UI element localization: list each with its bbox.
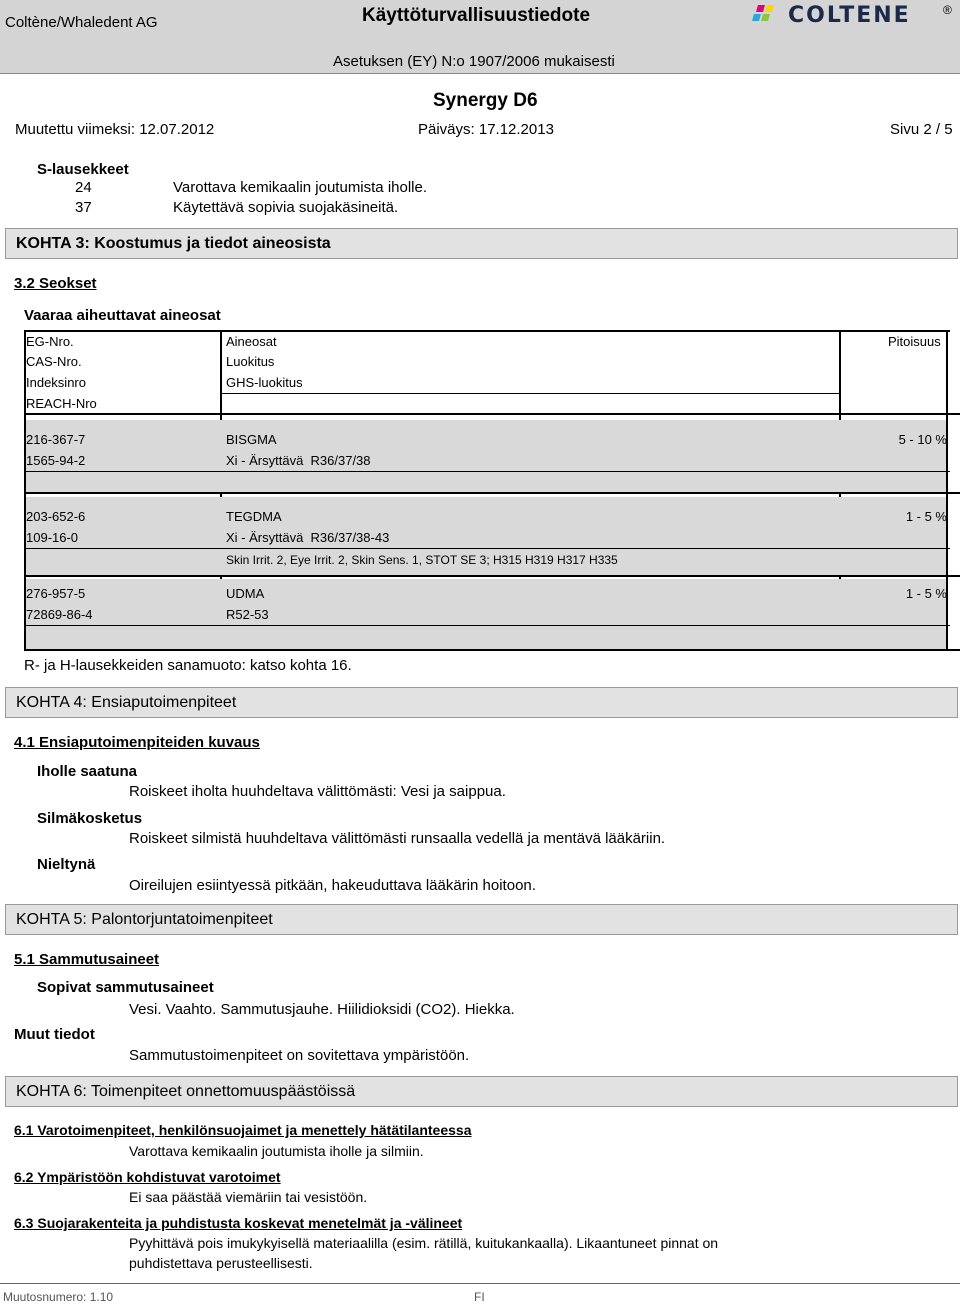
row-band: [26, 420, 946, 492]
other-info-label: Muut tiedot: [14, 1026, 95, 1043]
s-phrase-code: 24: [75, 179, 92, 196]
first-aid-label: Iholle saatuna: [37, 763, 138, 780]
other-info-text: Sammutustoimenpiteet on sovitettava ympäristöön.: [129, 1047, 470, 1064]
cell-cas-number: 109-16-0: [26, 530, 79, 545]
cell-cas-number: 1565-94-2: [26, 453, 86, 468]
revised-date: Muutettu viimeksi: 12.07.2012: [15, 121, 215, 138]
subsection-6-2-title: 6.2 Ympäristöön kohdistuvat varotoimet: [14, 1169, 281, 1185]
print-date: Päiväys: 17.12.2013: [418, 121, 554, 138]
section-4-band: [5, 687, 958, 718]
s-phrases-title: S-lausekkeet: [37, 161, 129, 178]
col-header-ghs: GHS-luokitus: [226, 375, 303, 390]
table-rule: [220, 393, 840, 394]
col-header-index: Indeksinro: [26, 375, 86, 390]
s-phrase-text: Käytettävä sopivia suojakäsineitä.: [173, 199, 399, 216]
first-aid-label: Nieltynä: [37, 856, 96, 873]
cell-cas-number: 72869-86-4: [26, 607, 93, 622]
col-header-classification: Luokitus: [226, 354, 275, 369]
language-code: FI: [474, 1290, 485, 1304]
first-aid-text: Roiskeet silmistä huuhdeltava välittömästi runsaalla vedellä ja mentävä lääkäriin.: [129, 830, 666, 847]
cell-concentration: 1 - 5 %: [905, 509, 947, 524]
col-header-reach: REACH-Nro: [26, 396, 97, 411]
subsection-6-2-text: Ei saa päästää viemäriin tai vesistöön.: [129, 1189, 368, 1205]
table-top-border: [24, 330, 950, 332]
first-aid-label: Silmäkosketus: [37, 810, 143, 827]
cell-ghs-classification: Skin Irrit. 2, Eye Irrit. 2, Skin Sens. 1, STOT SE 3; H315 H319 H317 H335: [226, 553, 618, 567]
document-title: Käyttöturvallisuustiedote: [362, 5, 591, 26]
cell-substance: BISGMA: [226, 432, 277, 447]
cell-classification: Xi - Ärsyttävä R36/37/38: [226, 453, 371, 468]
cell-substance: UDMA: [226, 586, 265, 601]
table-bottom-border: [24, 649, 960, 651]
cell-substance: TEGDMA: [226, 509, 282, 524]
section-5-band: [5, 904, 958, 935]
table-header-bottom: [24, 413, 960, 415]
table-row-separator: [24, 492, 960, 494]
subsection-5-1-title: 5.1 Sammutusaineet: [14, 951, 160, 968]
subsection-4-1-title: 4.1 Ensiaputoimenpiteiden kuvaus: [14, 734, 260, 751]
col-header-concentration: Pitoisuus: [888, 334, 941, 349]
col-header-cas: CAS-Nro.: [26, 354, 82, 369]
first-aid-text: Roiskeet iholta huuhdeltava välittömästi: Vesi ja saippua.: [129, 783, 506, 800]
subsection-6-1-title: 6.1 Varotoimenpiteet, henkilönsuojaimet ja menettely hätätilanteessa: [14, 1122, 472, 1138]
logo-wordmark: COLTENE: [788, 3, 911, 28]
section-6-title: KOHTA 6: Toimenpiteet onnettomuuspäästöissä: [16, 1083, 356, 1100]
col-header-substance: Aineosat: [226, 334, 277, 349]
table-rule: [24, 471, 950, 472]
suitable-media-label: Sopivat sammutusaineet: [37, 979, 214, 996]
section-3-title: KOHTA 3: Koostumus ja tiedot aineosista: [16, 235, 331, 252]
subsection-6-3-text: puhdistettava perusteellisesti.: [129, 1255, 313, 1271]
subsection-6-1-text: Varottava kemikaalin joutumista iholle ja silmiin.: [129, 1143, 424, 1159]
section-5-title: KOHTA 5: Palontorjuntatoimenpiteet: [16, 911, 273, 928]
page-number: Sivu 2 / 5: [890, 121, 953, 138]
cell-ec-number: 276-957-5: [26, 586, 86, 601]
company-name: Coltène/Whaledent AG: [5, 14, 158, 31]
table-right-border: [946, 330, 948, 650]
s-phrase-text: Varottava kemikaalin joutumista iholle.: [173, 179, 428, 196]
col-header-ec: EG-Nro.: [26, 334, 74, 349]
row-band: [26, 579, 946, 649]
table-rule: [24, 625, 950, 626]
subsection-6-3-text: Pyyhittävä pois imukykyisellä materiaalilla (esim. rätillä, kuitukankaalla). Likaantuneet pinnat on: [129, 1235, 719, 1251]
phrases-note: R- ja H-lausekkeiden sanamuoto: katso kohta 16.: [24, 657, 352, 674]
table-row-separator: [24, 575, 960, 577]
first-aid-text: Oireilujen esiintyessä pitkään, hakeuduttava lääkärin hoitoon.: [129, 877, 536, 894]
section-4-title: KOHTA 4: Ensiaputoimenpiteet: [16, 694, 237, 711]
product-name: Synergy D6: [433, 90, 538, 111]
s-phrase-code: 37: [75, 199, 92, 216]
footer-rule: [0, 1283, 960, 1284]
cell-concentration: 5 - 10 %: [898, 432, 947, 447]
cell-classification: R52-53: [226, 607, 269, 622]
table-rule: [24, 548, 950, 549]
revision-number: Muutosnumero: 1.10: [3, 1290, 114, 1304]
subsection-3-2-title: 3.2 Seokset: [14, 275, 97, 292]
subsection-6-3-title: 6.3 Suojarakenteita ja puhdistusta koskevat menetelmät ja -välineet: [14, 1215, 463, 1231]
regulation-text: Asetuksen (EY) N:o 1907/2006 mukaisesti: [333, 53, 615, 70]
hazardous-components-title: Vaaraa aiheuttavat aineosat: [24, 307, 221, 324]
cell-classification: Xi - Ärsyttävä R36/37/38-43: [226, 530, 390, 545]
section-3-band: [5, 228, 958, 259]
cell-ec-number: 216-367-7: [26, 432, 86, 447]
cell-concentration: 1 - 5 %: [905, 586, 947, 601]
cell-ec-number: 203-652-6: [26, 509, 86, 524]
section-6-band: [5, 1076, 958, 1107]
registered-mark: ®: [943, 3, 952, 17]
suitable-media-text: Vesi. Vaahto. Sammutusjauhe. Hiilidioksidi (CO2). Hiekka.: [129, 1001, 515, 1018]
